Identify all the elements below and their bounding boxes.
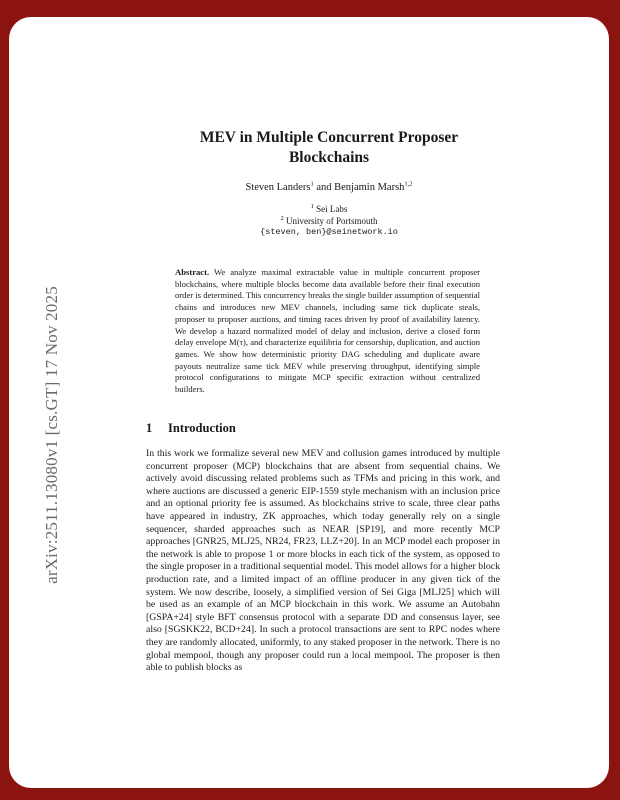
affiliation-sup: 1 [310, 203, 314, 210]
author-affil-sup: 1,2 [404, 180, 413, 188]
author-name: Steven Landers [245, 182, 311, 193]
affiliation-2 [99, 216, 559, 228]
affiliation-1 [99, 204, 559, 216]
contact-email: {steven, ben}@seinetwork.io [260, 227, 398, 237]
author-name: Benjamin Marsh [334, 182, 405, 193]
affiliation-sup: 2 [280, 214, 284, 222]
title-line-1: MEV in Multiple Concurrent Proposer [199, 129, 459, 146]
title-line-2: Blockchains [288, 149, 370, 166]
body-paragraph: In this work we formalize several new MEV and collusion games introduced by multiple concurrent proposer (MCP) blockchains that are absent from sequential chains. We actively avoid discussing related problems such as TFMs and pricing in this work, and where auctions are discussed a generic EIP-1559 style mechanism with an inclusion price and an optional priority fee is assumed. As blockchains strive to scale, three clear paths have appeared in industry, ZK approaches, which today generally rely on a single sequencer, sharded approaches such as NEAR [SP19], and more recently MCP approaches [GNR25, MLJ25, NR24, FR23, LLZ+20]. In an MCP model each proposer in the network is able to propose 1 or more blocks in each tick of the system, as opposed to the single proposer in a traditional sequential model. This model allows for a higher block production rate, and a limited impact of an offline producer in any given tick of the system. We now describe, loosely, a simplified version of Sei Giga [MLJ25] which will be used as an example of an MCP blockchain in this work. We assume an Autobahn [GSPA+24] style BFT consensus protocol with a separate DD and consensus layer, see also [SGSKK22, BCD+24]. In such a protocol transactions are sent to RPC nodes where they are randomly allocated, uniformly, to any staked proposer in the network. There is no global mempool, though any proposer could run a local mempool. The proposer is then able to publish blocks as [146, 448, 500, 674]
affiliation-name: Sei Labs [316, 204, 348, 214]
author-list [99, 181, 559, 195]
affiliation-name: University of Portsmouth [286, 215, 378, 226]
arxiv-identifier: arXiv:2511.13080v1 [cs.GT] 17 Nov 2025 [42, 286, 61, 584]
section-heading [146, 421, 236, 436]
affiliations [99, 204, 559, 239]
introduction-body [146, 448, 500, 675]
paper-page [9, 17, 609, 788]
abstract-text: We analyze maximal extractable value in multiple concurrent proposer blockchains, where multiple blocks become data available before their final execution order is determined. This concurrency breaks the single builder assumption of sequential chains and introduces new MEV channels, including same tick duplicate steals, proposer to proposer auctions, and timing races driven by proof of availability latency. We develop a hazard normalized model of delay and inclusion, derive a closed form delay envelope M(τ), and characterize equilibria for censorship, duplication, and auction games. We show how deterministic priority DAG scheduling and duplicate aware payouts neutralize same tick MEV while preserving throughput, identifying simple protocol configurations to mitigate MCP specific extraction without centralized builders. [175, 267, 481, 395]
abstract-label: Abstract. [175, 267, 210, 277]
author-affil-sup: 1 [310, 180, 314, 188]
section-title: Introduction [168, 421, 236, 435]
paper-title [99, 128, 559, 168]
author-conjunction: and [313, 182, 335, 193]
section-number: 1 [146, 421, 153, 435]
abstract [175, 267, 480, 396]
